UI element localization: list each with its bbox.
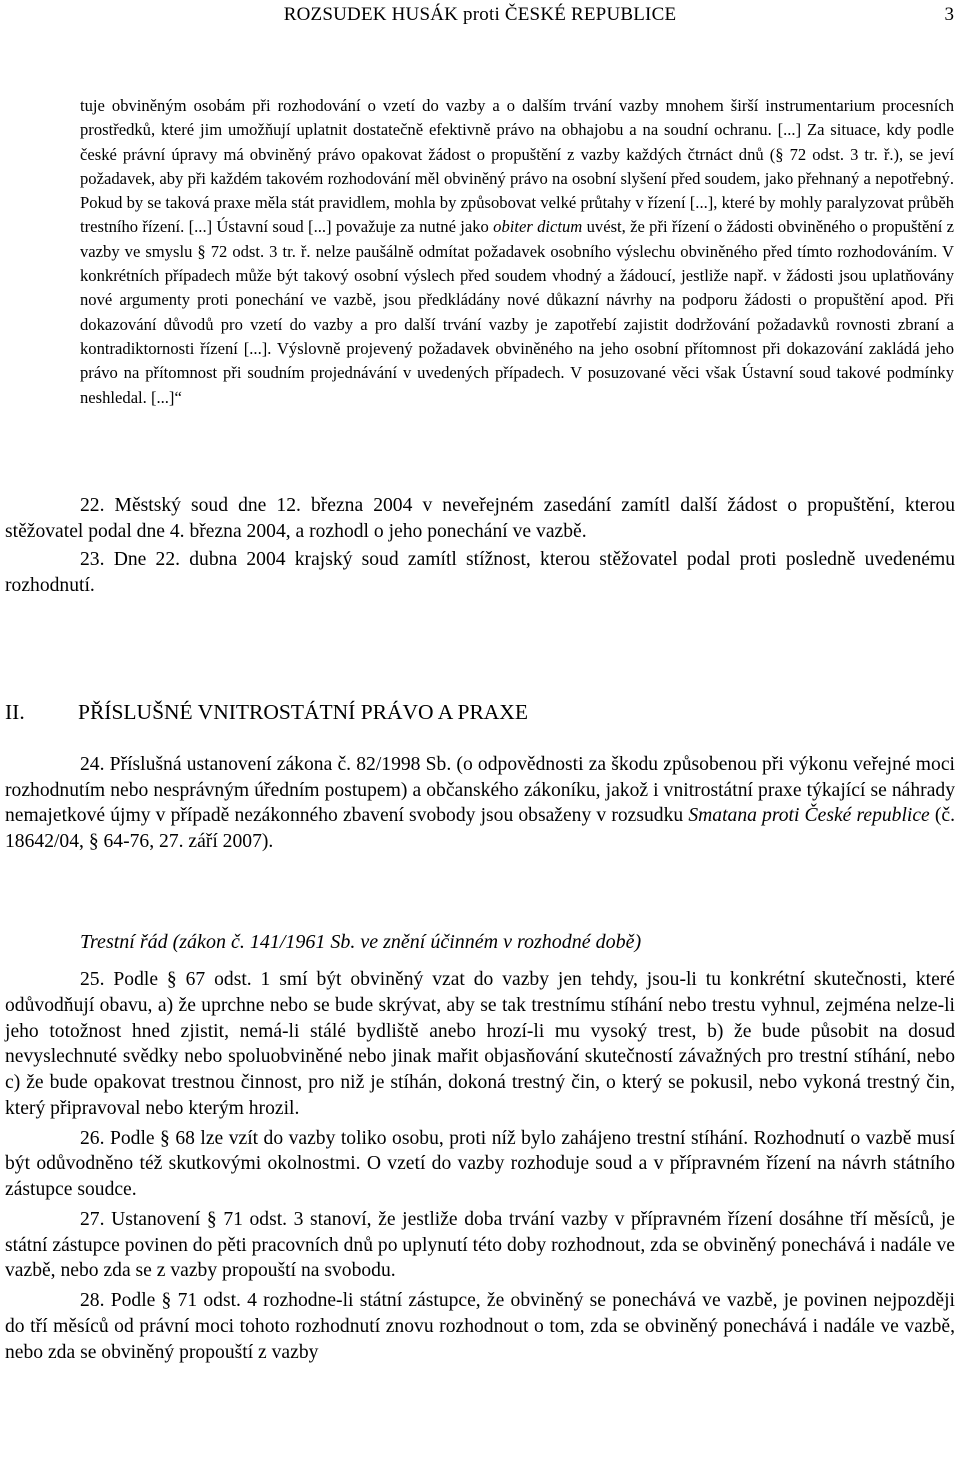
block-quote (80, 94, 954, 410)
running-title: ROZSUDEK HUSÁK proti ČESKÉ REPUBLICE (283, 4, 677, 25)
case-citation: Smatana proti České republice (688, 805, 930, 827)
paragraph-24 (5, 752, 955, 855)
paragraph-28: 28. Podle § 71 odst. 4 rozhodne-li státní zástupce, že obviněný se ponechává ve vazbě, je povinen nejpozději do tří měsíců od právní moci tohoto rozhodnutí znovu rozhodnout o tom, zda se obviněný ponechává i nadále ve vazbě, nebo zda se obviněný propouští z vazby (5, 1290, 955, 1363)
paragraph-24-text-1: 24. Příslušná ustanovení zákona č. 82/1998 Sb. (o odpovědnosti za škodu způsobenou při výkonu veřejné moci rozhodnutím nebo nesprávným úředním postupem) a občanského zákoníku, jakož i vnitrostátní praxe týkající se náhrady nemajetkové újmy v případě nezákonného zbavení svobody jsou obsaženy v rozsudku (5, 754, 955, 827)
paragraph-25: 25. Podle § 67 odst. 1 smí být obviněný vzat do vazby jen tehdy, jsou-li tu konkrétní skutečnosti, které odůvodňují obavu, a) že uprchne nebo se bude skrývat, aby se tak trestnímu stíhání nebo trestu vyhnul, zejména nelze-li jeho totožnost hned zjistit, nemá-li stálé bydliště anebo hrozí-li mu vysoký trest, b) že bude působit na dosud nevyslechnuté svědky nebo spoluobviněné nebo jinak mařit objasňování skutečností závažných pro trestní stíhání, nebo c) že bude opakovat trestnou činnost, pro niž je stíhán, dokoná trestný čin, o který se pokusil, nebo vykoná trestný čin, který připravoval nebo kterým hrozil. (5, 969, 955, 1119)
body-paragraphs-b (5, 967, 955, 1369)
page-number: 3 (944, 4, 954, 25)
paragraph-22: 22. Městský soud dne 12. března 2004 v neveřejném zasedání zamítl další žádost o propuštění, kterou stěžovatel podal dne 4. března 2004, a rozhodl o jeho ponechání ve vazbě. (5, 495, 955, 542)
section-number: II. (5, 700, 25, 724)
body-paragraph-24 (5, 752, 955, 855)
subheading: Trestní řád (zákon č. 141/1961 Sb. ve znění účinném v rozhodné době) (80, 931, 642, 953)
section-heading (5, 698, 955, 726)
quote-italic: obiter dictum (493, 217, 583, 237)
quote-paragraph (80, 94, 954, 410)
paragraph-26: 26. Podle § 68 lze vzít do vazby toliko osobu, proti níž bylo zahájeno trestní stíhání. Rozhodnutí o vazbě musí být odůvodněno též skutkovými okolnostmi. O vzetí do vazby rozhoduje soud a v přípravném řízení na návrh státního zástupce soudce. (5, 1127, 955, 1200)
body-paragraphs-a (5, 493, 955, 599)
quote-text-2: uvést, že při řízení o žádosti obviněného o propuštění z vazby ve smyslu § 72 odst. 3 tr. ř. nelze paušálně odmítat požadavek osobního výslechu obviněného před tímto rozhodováním. V konkrétních případech může být takový osobní výslech před soudem vhodný a žádoucí, jestliže např. v žádosti jsou uplatňovány nové argumenty proti ponechání ve vazbě, jsou předkládány nové důkazní návrhy na podporu žádosti o propuštění apod. Při dokazování důvodů pro vzetí do vazby a pro další trvání vazby je zapotřebí zajistit dodržování požadavků rovnosti zbraní a kontradiktornosti řízení [...]. Výslovně projevený požadavek obviněného na jeho osobní přítomnost při dokazování zakládá jeho právo na přítomnost při soudním projednávání v uvedených případech. V posuzované věci však Ústavní soud takové podmínky neshledal. [...]“ (80, 217, 955, 407)
section-title: PŘÍSLUŠNÉ VNITROSTÁTNÍ PRÁVO A PRAXE (78, 700, 528, 724)
quote-text-1: tuje obviněným osobám při rozhodování o vzetí do vazby a o dalším trvání vazby mnohem širší instrumentarium procesních prostředků, které jim umožňují uplatnit dostatečně efektivně právo na obhajobu a na soudní ochranu. [...] Za situace, kdy podle české právní úpravy má obviněný právo opakovat žádost o propuštění z vazby každých čtrnáct dnů (§ 72 odst. 3 tr. ř.), se jeví požadavek, aby při každém takovém rozhodování měl obviněný právo na osobní slyšení před soudem, jako přehnaný a nepotřebný. Pokud by se taková praxe měla stát pravidlem, mohla by způsobovat velké průtahy v řízení [...], které by mohly paralyzovat průběh trestního řízení. [...] Ústavní soud [...] považuje za nutné jako (80, 96, 954, 237)
paragraph-27: 27. Ustanovení § 71 odst. 3 stanoví, že jestliže doba trvání vazby v přípravném řízení dosáhne tří měsíců, je státní zástupce povinen do pěti pracovních dnů po uplynutí této doby rozhodnout, zda se obviněný ponechává i nadále ve vazbě, nebo zda se z vazby propouští na svobodu. (5, 1208, 955, 1282)
page-header (0, 4, 960, 26)
paragraph-23: 23. Dne 22. dubna 2004 krajský soud zamítl stížnost, kterou stěžovatel podal proti posledně uvedenému rozhodnutí. (5, 549, 955, 597)
paragraph-24-text-2: (č. 18642/04, § 64-76, 27. září 2007). (5, 805, 956, 853)
